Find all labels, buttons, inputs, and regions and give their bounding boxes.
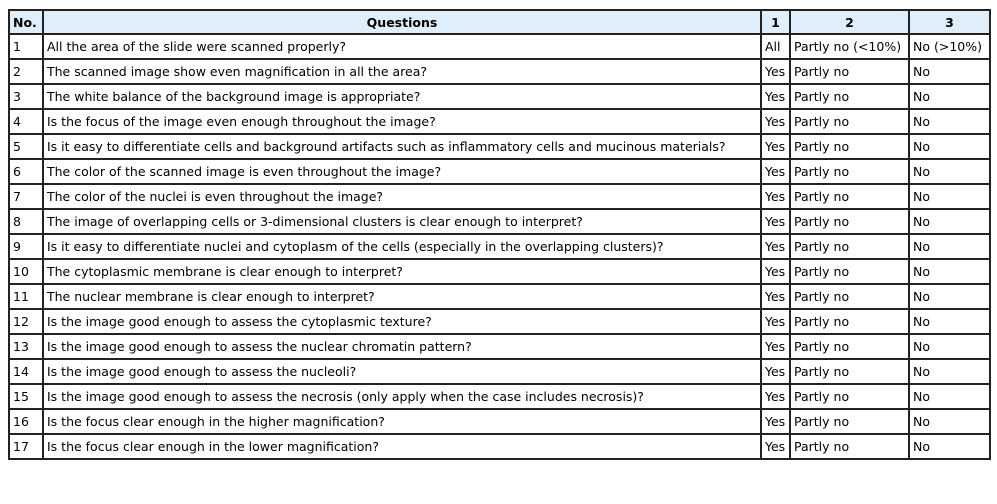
row-number: 14 <box>9 359 43 384</box>
option-3: No <box>909 359 990 384</box>
option-2: Partly no <box>790 159 909 184</box>
question-text: Is the image good enough to assess the cytoplasmic texture? <box>43 309 761 334</box>
table-row <box>9 184 990 209</box>
header-no: No. <box>9 10 43 34</box>
question-text: Is the focus of the image even enough throughout the image? <box>43 109 761 134</box>
option-2: Partly no <box>790 284 909 309</box>
table-row <box>9 359 990 384</box>
option-1: Yes <box>761 109 790 134</box>
option-1: Yes <box>761 309 790 334</box>
option-1: Yes <box>761 359 790 384</box>
table-row <box>9 384 990 409</box>
option-1: Yes <box>761 409 790 434</box>
option-2: Partly no <box>790 259 909 284</box>
row-number: 3 <box>9 84 43 109</box>
option-2: Partly no <box>790 234 909 259</box>
option-3: No <box>909 234 990 259</box>
option-1: All <box>761 34 790 59</box>
row-number: 9 <box>9 234 43 259</box>
question-text: Is the image good enough to assess the necrosis (only apply when the case includes necrosis)? <box>43 384 761 409</box>
question-text: The color of the nuclei is even throughout the image? <box>43 184 761 209</box>
question-text: The white balance of the background image is appropriate? <box>43 84 761 109</box>
row-number: 5 <box>9 134 43 159</box>
header-questions: Questions <box>43 10 761 34</box>
option-1: Yes <box>761 384 790 409</box>
table-row <box>9 334 990 359</box>
option-3: No (>10%) <box>909 34 990 59</box>
option-3: No <box>909 84 990 109</box>
table-row <box>9 434 990 459</box>
row-number: 10 <box>9 259 43 284</box>
option-3: No <box>909 159 990 184</box>
question-text: The scanned image show even magnification in all the area? <box>43 59 761 84</box>
question-text: Is the focus clear enough in the higher magnification? <box>43 409 761 434</box>
row-number: 7 <box>9 184 43 209</box>
option-2: Partly no (<10%) <box>790 34 909 59</box>
option-1: Yes <box>761 134 790 159</box>
question-text: Is it easy to differentiate nuclei and cytoplasm of the cells (especially in the overlapping clusters)? <box>43 234 761 259</box>
questionnaire-table <box>8 9 991 460</box>
option-3: No <box>909 309 990 334</box>
table-row <box>9 409 990 434</box>
header-col-3: 3 <box>909 10 990 34</box>
option-2: Partly no <box>790 359 909 384</box>
table-row <box>9 284 990 309</box>
option-2: Partly no <box>790 109 909 134</box>
option-3: No <box>909 59 990 84</box>
option-1: Yes <box>761 334 790 359</box>
row-number: 12 <box>9 309 43 334</box>
table-row <box>9 209 990 234</box>
table-row <box>9 34 990 59</box>
option-1: Yes <box>761 84 790 109</box>
question-text: The nuclear membrane is clear enough to interpret? <box>43 284 761 309</box>
option-3: No <box>909 134 990 159</box>
option-1: Yes <box>761 234 790 259</box>
option-3: No <box>909 284 990 309</box>
row-number: 1 <box>9 34 43 59</box>
option-3: No <box>909 409 990 434</box>
row-number: 16 <box>9 409 43 434</box>
row-number: 8 <box>9 209 43 234</box>
row-number: 6 <box>9 159 43 184</box>
option-1: Yes <box>761 159 790 184</box>
option-2: Partly no <box>790 184 909 209</box>
table-row <box>9 234 990 259</box>
question-text: The color of the scanned image is even throughout the image? <box>43 159 761 184</box>
header-col-2: 2 <box>790 10 909 34</box>
table-row <box>9 309 990 334</box>
question-text: Is it easy to differentiate cells and background artifacts such as inflammatory cells and mucinous materials? <box>43 134 761 159</box>
option-2: Partly no <box>790 309 909 334</box>
row-number: 15 <box>9 384 43 409</box>
question-text: Is the focus clear enough in the lower magnification? <box>43 434 761 459</box>
option-3: No <box>909 334 990 359</box>
row-number: 2 <box>9 59 43 84</box>
row-number: 4 <box>9 109 43 134</box>
table-body <box>9 34 990 459</box>
option-2: Partly no <box>790 409 909 434</box>
option-3: No <box>909 384 990 409</box>
row-number: 17 <box>9 434 43 459</box>
option-2: Partly no <box>790 134 909 159</box>
option-1: Yes <box>761 59 790 84</box>
option-2: Partly no <box>790 434 909 459</box>
option-3: No <box>909 434 990 459</box>
question-text: All the area of the slide were scanned properly? <box>43 34 761 59</box>
option-1: Yes <box>761 209 790 234</box>
option-1: Yes <box>761 284 790 309</box>
option-3: No <box>909 209 990 234</box>
option-3: No <box>909 109 990 134</box>
questionnaire-table-container <box>8 9 991 460</box>
option-2: Partly no <box>790 209 909 234</box>
option-2: Partly no <box>790 59 909 84</box>
table-row <box>9 109 990 134</box>
table-row <box>9 59 990 84</box>
option-2: Partly no <box>790 334 909 359</box>
question-text: The cytoplasmic membrane is clear enough to interpret? <box>43 259 761 284</box>
option-1: Yes <box>761 184 790 209</box>
option-2: Partly no <box>790 384 909 409</box>
row-number: 11 <box>9 284 43 309</box>
option-1: Yes <box>761 434 790 459</box>
option-3: No <box>909 184 990 209</box>
row-number: 13 <box>9 334 43 359</box>
question-text: Is the image good enough to assess the nucleoli? <box>43 359 761 384</box>
table-row <box>9 259 990 284</box>
table-row <box>9 159 990 184</box>
header-row <box>9 10 990 34</box>
table-row <box>9 134 990 159</box>
option-3: No <box>909 259 990 284</box>
option-1: Yes <box>761 259 790 284</box>
option-2: Partly no <box>790 84 909 109</box>
question-text: The image of overlapping cells or 3-dimensional clusters is clear enough to interpret? <box>43 209 761 234</box>
question-text: Is the image good enough to assess the nuclear chromatin pattern? <box>43 334 761 359</box>
table-row <box>9 84 990 109</box>
header-col-1: 1 <box>761 10 790 34</box>
